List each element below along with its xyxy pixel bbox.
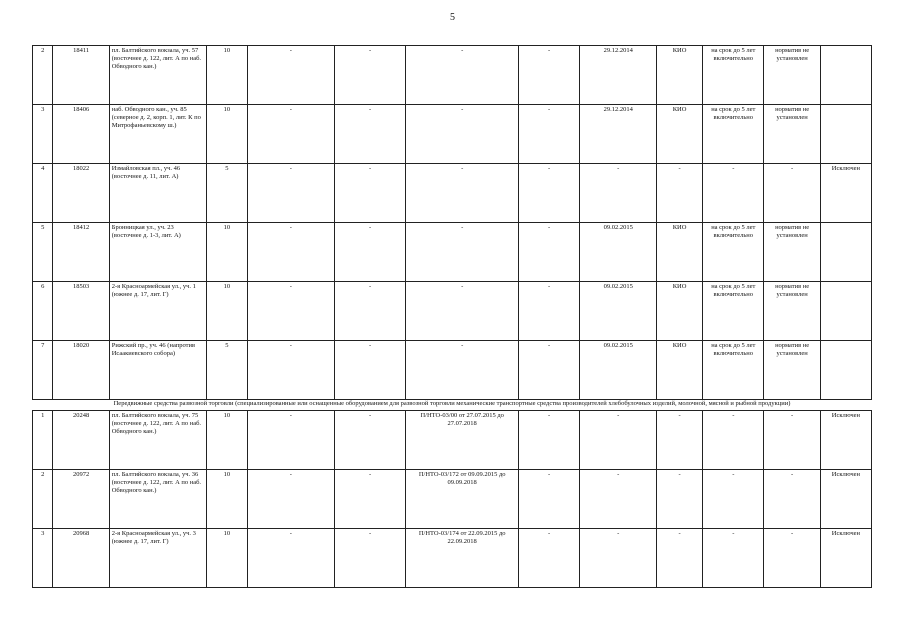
cell-area: 10 [206,46,247,105]
cell-col-8: - [518,341,579,400]
cell-col-6: - [334,470,406,529]
table-row [33,46,872,105]
cell-col-8: - [518,411,579,470]
cell-area: 5 [206,164,247,223]
cell-note: Исключен [820,470,871,529]
cell-term: на срок до 5 лет включительно [703,341,764,400]
cell-area: 10 [206,105,247,164]
table-row [33,282,872,341]
cell-address: 2-я Красноармейская ул., уч. 1 (южнее д. 17, лит. Г) [109,282,206,341]
cell-col-6: - [334,46,406,105]
cell-object-id: 18020 [53,341,109,400]
cell-note [820,223,871,282]
cell-col-8: - [518,470,579,529]
cell-organization: КИО [657,282,703,341]
cell-area: 10 [206,529,247,588]
cell-row-number: 5 [33,223,53,282]
cell-col-6: - [334,341,406,400]
cell-col-5: - [247,470,334,529]
cell-organization: - [657,164,703,223]
cell-row-number: 3 [33,105,53,164]
cell-col-6: - [334,105,406,164]
cell-term: - [703,470,764,529]
cell-norm: норматив не установлен [764,341,820,400]
cell-organization: КИО [657,341,703,400]
cell-row-number: 3 [33,529,53,588]
cell-norm: - [764,164,820,223]
cell-date: 09.02.2015 [580,282,657,341]
section-title: Передвижные средства развозной торговли (специализированные или оснащенные оборудованием для развозной торговли механические транспортные средства производителей хлебобулочных изделий, молочной, мясной и рыбной продукции) [33,400,872,411]
cell-area: 10 [206,411,247,470]
table-row [33,529,872,588]
cell-date: 29.12.2014 [580,46,657,105]
cell-address: наб. Обводного кан., уч. 85 (северное д. 2, корп. 1, лит. К по Митрофаньевскому ш.) [109,105,206,164]
cell-col-6: - [334,411,406,470]
table-row [33,164,872,223]
cell-col-6: - [334,529,406,588]
cell-row-number: 6 [33,282,53,341]
cell-contract: - [406,46,519,105]
cell-contract: П/НТО-03/172 от 09.09.2015 до 09.09.2018 [406,470,519,529]
cell-address: 2-я Красноармейская ул., уч. 3 (южнее д. 17, лит. Г) [109,529,206,588]
cell-organization: - [657,529,703,588]
cell-date: - [580,411,657,470]
cell-col-5: - [247,411,334,470]
cell-row-number: 2 [33,46,53,105]
cell-organization: КИО [657,223,703,282]
cell-note [820,341,871,400]
cell-note [820,282,871,341]
cell-norm: норматив не установлен [764,105,820,164]
cell-row-number: 4 [33,164,53,223]
cell-term: - [703,164,764,223]
cell-row-number: 2 [33,470,53,529]
cell-organization: - [657,411,703,470]
cell-term: - [703,411,764,470]
cell-col-5: - [247,46,334,105]
cell-term: - [703,529,764,588]
cell-contract: - [406,105,519,164]
cell-col-5: - [247,223,334,282]
cell-contract: - [406,282,519,341]
cell-organization: - [657,470,703,529]
cell-address: пл. Балтийского вокзала, уч. 57 (восточнее д. 122, лит. А по наб. Обводного кан.) [109,46,206,105]
cell-norm: - [764,470,820,529]
cell-col-8: - [518,105,579,164]
cell-col-6: - [334,282,406,341]
cell-col-8: - [518,223,579,282]
cell-norm: - [764,529,820,588]
cell-col-5: - [247,164,334,223]
cell-norm: норматив не установлен [764,223,820,282]
cell-norm: - [764,411,820,470]
cell-term: на срок до 5 лет включительно [703,282,764,341]
cell-row-number: 1 [33,411,53,470]
cell-col-6: - [334,164,406,223]
cell-note [820,105,871,164]
table-body-mobile [33,411,872,588]
cell-contract: - [406,341,519,400]
cell-col-8: - [518,46,579,105]
cell-organization: КИО [657,46,703,105]
cell-object-id: 18412 [53,223,109,282]
cell-date: - [580,164,657,223]
cell-date: 29.12.2014 [580,105,657,164]
cell-date: 09.02.2015 [580,223,657,282]
cell-date: - [580,529,657,588]
cell-col-5: - [247,341,334,400]
cell-row-number: 7 [33,341,53,400]
cell-area: 10 [206,470,247,529]
cell-contract: - [406,164,519,223]
cell-col-8: - [518,164,579,223]
cell-col-5: - [247,105,334,164]
table-row [33,411,872,470]
cell-date: 09.02.2015 [580,341,657,400]
cell-organization: КИО [657,105,703,164]
table-row [33,341,872,400]
cell-term: на срок до 5 лет включительно [703,46,764,105]
cell-col-8: - [518,529,579,588]
table-row [33,223,872,282]
cell-note: Исключен [820,164,871,223]
table-row [33,105,872,164]
cell-contract: - [406,223,519,282]
cell-date: - [580,470,657,529]
cell-contract: П/НТО-03/174 от 22.09.2015 до 22.09.2018 [406,529,519,588]
page-number: 5 [450,12,455,23]
cell-col-8: - [518,282,579,341]
cell-area: 10 [206,282,247,341]
cell-address: пл. Балтийского вокзала, уч. 75 (восточнее д. 122, лит. А по наб. Обводного кан.) [109,411,206,470]
table-body-permanent [33,46,872,400]
cell-norm: норматив не установлен [764,46,820,105]
cell-col-5: - [247,282,334,341]
placement-table [32,45,872,588]
cell-contract: П/НТО-03/00 от 27.07.2015 до 27.07.2018 [406,411,519,470]
cell-address: Рижский пр., уч. 46 (напротив Исаакиевского собора) [109,341,206,400]
cell-object-id: 18503 [53,282,109,341]
cell-note: Исключен [820,529,871,588]
cell-area: 5 [206,341,247,400]
cell-object-id: 18411 [53,46,109,105]
cell-note: Исключен [820,411,871,470]
cell-address: Бронницкая ул., уч. 23 (восточнее д. 1-3, лит. А) [109,223,206,282]
cell-area: 10 [206,223,247,282]
cell-object-id: 20968 [53,529,109,588]
cell-address: Измайловская пл., уч. 46 (восточнее д. 11, лит. А) [109,164,206,223]
cell-term: на срок до 5 лет включительно [703,223,764,282]
section-row [33,400,872,411]
cell-object-id: 20972 [53,470,109,529]
cell-norm: норматив не установлен [764,282,820,341]
cell-term: на срок до 5 лет включительно [703,105,764,164]
cell-object-id: 20248 [53,411,109,470]
cell-note [820,46,871,105]
cell-col-5: - [247,529,334,588]
cell-col-6: - [334,223,406,282]
cell-object-id: 18406 [53,105,109,164]
cell-object-id: 18022 [53,164,109,223]
table-row [33,470,872,529]
cell-address: пл. Балтийского вокзала, уч. 36 (восточнее д. 122, лит. А по наб. Обводного кан.) [109,470,206,529]
